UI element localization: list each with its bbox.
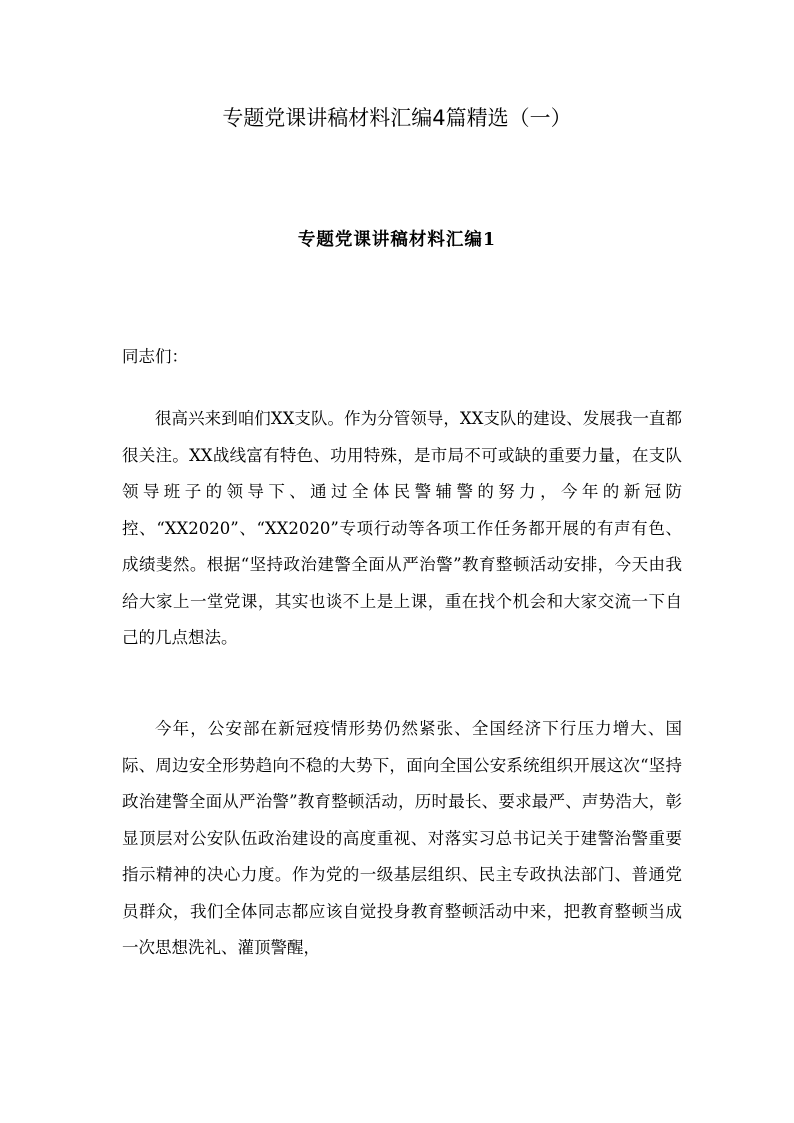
document-title: 专题党课讲稿材料汇编4篇精选（一）	[222, 106, 572, 130]
paragraph-1: 很高兴来到咱们XX支队。作为分管领导，XX支队的建设、发展我一直都很关注。XX战线富有特色、功用特殊，是市局不可或缺的重要力量，在支队领导班子的领导下、通过全体民警辅警的努力，今年的新冠防控、“XX2020”、“XX2020”专项行动等各项工作任务都开展的有声有色、成绩斐然。根据“坚持政治建警全面从严治警”教育整顿活动安排，今天由我给大家上一堂党课，其实也谈不上是上课，重在找个机会和大家交流一下自己的几点想法。	[122, 409, 682, 647]
salutation: 同志们：	[122, 347, 188, 366]
section-title: 专题党课讲稿材料汇编1	[297, 230, 497, 250]
paragraph-2: 今年，公安部在新冠疫情形势仍然紧张、全国经济下行压力增大、国际、周边安全形势趋向不稳的大势下，面向全国公安系统组织开展这次“坚持政治建警全面从严治警”教育整顿活动，历时最长、要求最严、声势浩大，彰显顶层对公安队伍政治建设的高度重视、对落实习总书记关于建警治警重要指示精神的决心力度。作为党的一级基层组织、民主专政执法部门、普通党员群众，我们全体同志都应该自觉投身教育整顿活动中来，把教育整顿当成一次思想洗礼、灌顶警醒，	[122, 719, 682, 957]
